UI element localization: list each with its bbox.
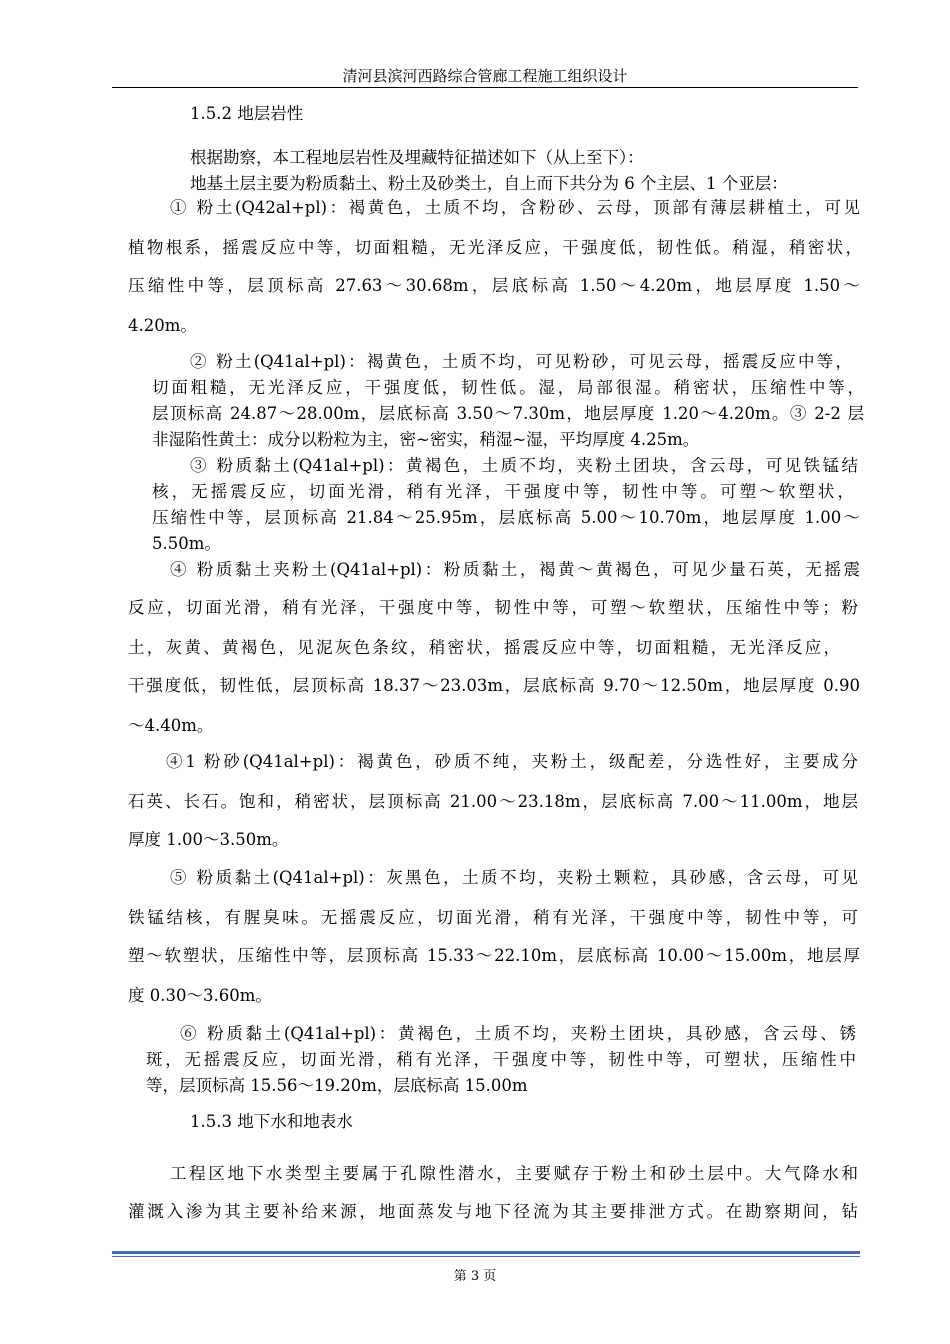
layer4-line: 土，灰黄、黄褐色，见泥灰色条纹，稍密状，摇震反应中等，切面粗糙，无光泽反应， <box>128 638 840 657</box>
section-heading-1-5-2: 1.5.2 地层岩性 <box>190 104 304 123</box>
layer6-line: 斑，无摇震反应，切面光滑，稍有光泽，干强度中等，韧性中等，可塑状，压缩性中 <box>146 1050 856 1069</box>
layer4-1-line: 石英、长石。饱和，稍密状，层顶标高 21.00～23.18m，层底标高 7.00～11.00m，地层 <box>128 792 858 811</box>
layer6-line: 等，层顶标高 15.56～19.20m，层底标高 15.00m <box>146 1076 528 1095</box>
layer2-line: 层顶标高 24.87～28.00m，层底标高 3.50～7.30m，地层厚度 1.20～4.20m。③ 2-2 层 <box>152 404 864 423</box>
header-divider <box>112 87 858 88</box>
layer5-line: ⑤ 粉质黏土(Q41al+pl)：灰黑色，土质不均，夹粉土颗粒，具砂感，含云母，可见 <box>170 868 858 887</box>
page-number: 第 3 页 <box>453 1269 497 1284</box>
header-title: 清河县滨河西路综合管廊工程施工组织设计 <box>342 67 628 85</box>
layer1-line: 压缩性中等，层顶标高 27.63～30.68m，层底标高 1.50～4.20m，地层厚度 1.50～ <box>128 276 860 295</box>
layer3-line: 压缩性中等，层顶标高 21.84～25.95m，层底标高 5.00～10.70m，地层厚度 1.00～ <box>152 508 860 527</box>
layer4-line: ～4.40m。 <box>128 716 214 735</box>
groundwater-line: 灌溉入渗为其主要补给来源，地面蒸发与地下径流为其主要排泄方式。在勘察期间，钻 <box>128 1202 858 1221</box>
layer4-1-line: ④1 粉砂(Q41al+pl)：褐黄色，砂质不纯，夹粉土，级配差，分选性好，主要成分 <box>166 752 858 771</box>
layer2-line: 非湿陷性黄土：成分以粉粒为主，密~密实，稍湿~湿，平均厚度 4.25m。 <box>152 430 700 449</box>
layer6-line: ⑥ 粉质黏土(Q41al+pl)：黄褐色，土质不均，夹粉土团块，具砂感，含云母、锈 <box>180 1024 856 1043</box>
intro-line-2: 地基土层主要为粉质黏土、粉土及砂类土，自上而下共分为 6 个主层、1 个亚层： <box>190 174 788 193</box>
layer4-1-line: 厚度 1.00～3.50m。 <box>128 830 289 849</box>
layer1-line: 4.20m。 <box>128 316 197 335</box>
layer3-line: ③ 粉质黏土(Q41al+pl)：黄褐色，土质不均，夹粉土团块，含云母，可见铁锰结 <box>190 456 858 475</box>
layer2-line: ② 粉土(Q41al+pl)：褐黄色，土质不均，可见粉砂，可见云母，摇震反应中等， <box>190 352 852 371</box>
groundwater-line: 工程区地下水类型主要属于孔隙性潜水，主要赋存于粉土和砂土层中。大气降水和 <box>170 1164 858 1183</box>
intro-line-1: 根据勘察，本工程地层岩性及埋藏特征描述如下（从上至下）： <box>190 148 644 167</box>
footer-divider <box>112 1251 860 1254</box>
layer5-line: 塑～软塑状，压缩性中等，层顶标高 15.33～22.10m，层底标高 10.00～15.00m，地层厚 <box>128 946 860 965</box>
layer2-line: 切面粗糙，无光泽反应，干强度低，韧性低。湿，局部很湿。稍密状，压缩性中等， <box>152 378 864 397</box>
footer-divider-thin <box>112 1256 860 1257</box>
layer5-line: 铁锰结核，有腥臭味。无摇震反应，切面光滑，稍有光泽，干强度中等，韧性中等，可 <box>128 908 858 927</box>
layer4-line: 反应，切面光滑，稍有光泽，干强度中等，韧性中等，可塑～软塑状，压缩性中等；粉 <box>128 598 858 617</box>
layer4-line: 干强度低，韧性低，层顶标高 18.37～23.03m，层底标高 9.70～12.50m，地层厚度 0.90 <box>128 676 860 695</box>
layer4-line: ④ 粉质黏土夹粉土(Q41al+pl)：粉质黏土，褐黄～黄褐色，可见少量石英，无摇震 <box>170 560 860 579</box>
layer1-line: 植物根系，摇震反应中等，切面粗糙，无光泽反应，干强度低，韧性低。稍湿，稍密状， <box>128 238 862 257</box>
section-heading-1-5-3: 1.5.3 地下水和地表水 <box>190 1112 353 1131</box>
layer1-line: ① 粉土(Q42al+pl)：褐黄色，土质不均，含粉砂、云母，顶部有薄层耕植土，可见 <box>170 198 860 217</box>
layer5-line: 度 0.30～3.60m。 <box>128 986 272 1005</box>
layer3-line: 核，无摇震反应，切面光滑，稍有光泽，干强度中等，韧性中等。可塑～软塑状， <box>152 482 854 501</box>
layer3-line: 5.50m。 <box>152 534 221 553</box>
